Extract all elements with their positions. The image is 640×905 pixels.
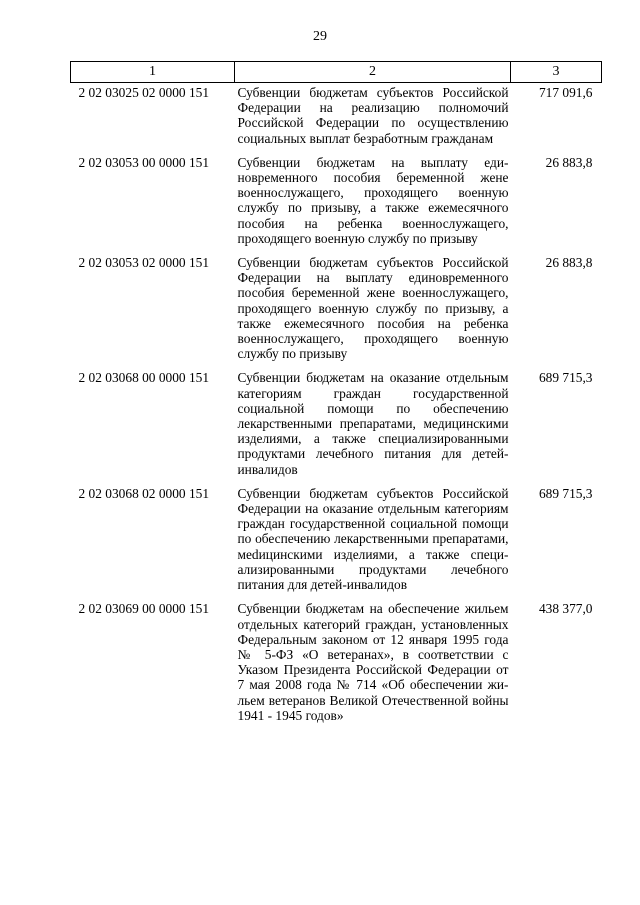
row-description: Субвенции бюджетам на выплату единовременного пособия беременной жене военнослужащего, проходящего военную службу по призыву, а также ежемесячного пособия на ребенка военнослужащего, проходящего военную службу по призыву (237, 154, 509, 246)
row-amount: 26 883,8 (545, 154, 593, 170)
table-row (71, 83, 602, 155)
header-cell-code: 1 (71, 62, 235, 83)
table-row (71, 601, 602, 732)
row-amount: 717 091,6 (538, 85, 593, 100)
row-code: 2 02 03053 00 0000 151 (78, 154, 210, 170)
row-code: 2 02 03068 02 0000 151 (78, 485, 210, 501)
header-cell-amount: 3 (511, 62, 602, 83)
row-code: 2 02 03053 02 0000 151 (78, 255, 210, 271)
row-description: Субвенции бюджетам субъектов Российской Федерации на оказание отдельным категориям граждан государственной социальной помощи по обеспечению лекарственными препаратами, меdицинскими изделиями, а также специализированными продуктами лечебного питания для детей-инвалидов (237, 485, 509, 593)
row-description: Субвенции бюджетам субъектов Российской Федерации на реализацию полномочий Российской Федерации по осуществлению социальных выплат безработным гражданам (237, 85, 509, 146)
row-description: Субвенции бюджетам на обеспечение жильем отдельных категорий граждан, установленных Федеральным законом от 12 января 1995 года № 5-ФЗ «О ветеранах», в соответствии с Указом Президента Российской Федерации от 7 мая 2008 года № 714 «Об обеспечении жильем ветеранов Великой Отечественной войны 1941 - 1945 годов» (237, 601, 509, 723)
row-code: 2 02 03069 00 0000 151 (78, 601, 210, 617)
page-number: 29 (313, 29, 327, 44)
row-code: 2 02 03025 02 0000 151 (78, 85, 210, 100)
table-header (71, 62, 602, 83)
table-row (71, 370, 602, 485)
row-amount: 689 715,3 (538, 485, 593, 501)
row-amount: 26 883,8 (545, 255, 593, 271)
row-amount: 438 377,0 (538, 601, 593, 617)
table-body (71, 83, 602, 732)
row-description: Субвенции бюджетам субъектов Российской Федерации на выплату единовременного пособия беременной жене военнослужащего, проходящего военную службу по призыву, а также ежемесячного пособия на ребенка военнослужащего, проходящего военную службу по призыву (237, 255, 509, 362)
budget-table (70, 61, 602, 732)
row-amount: 689 715,3 (538, 370, 593, 386)
row-description: Субвенции бюджетам на оказание отдельным категориям граждан государственной социальной помощи по обеспечению лекарственными препаратами, медицинскими изделиями, а также специализированными продуктами лечебного питания для детей-инвалидов (237, 370, 509, 477)
table-row (71, 255, 602, 370)
header-row (71, 62, 602, 83)
table-row (71, 486, 602, 601)
table-row (71, 155, 602, 255)
row-code: 2 02 03068 00 0000 151 (78, 370, 210, 386)
header-cell-description: 2 (235, 62, 511, 83)
